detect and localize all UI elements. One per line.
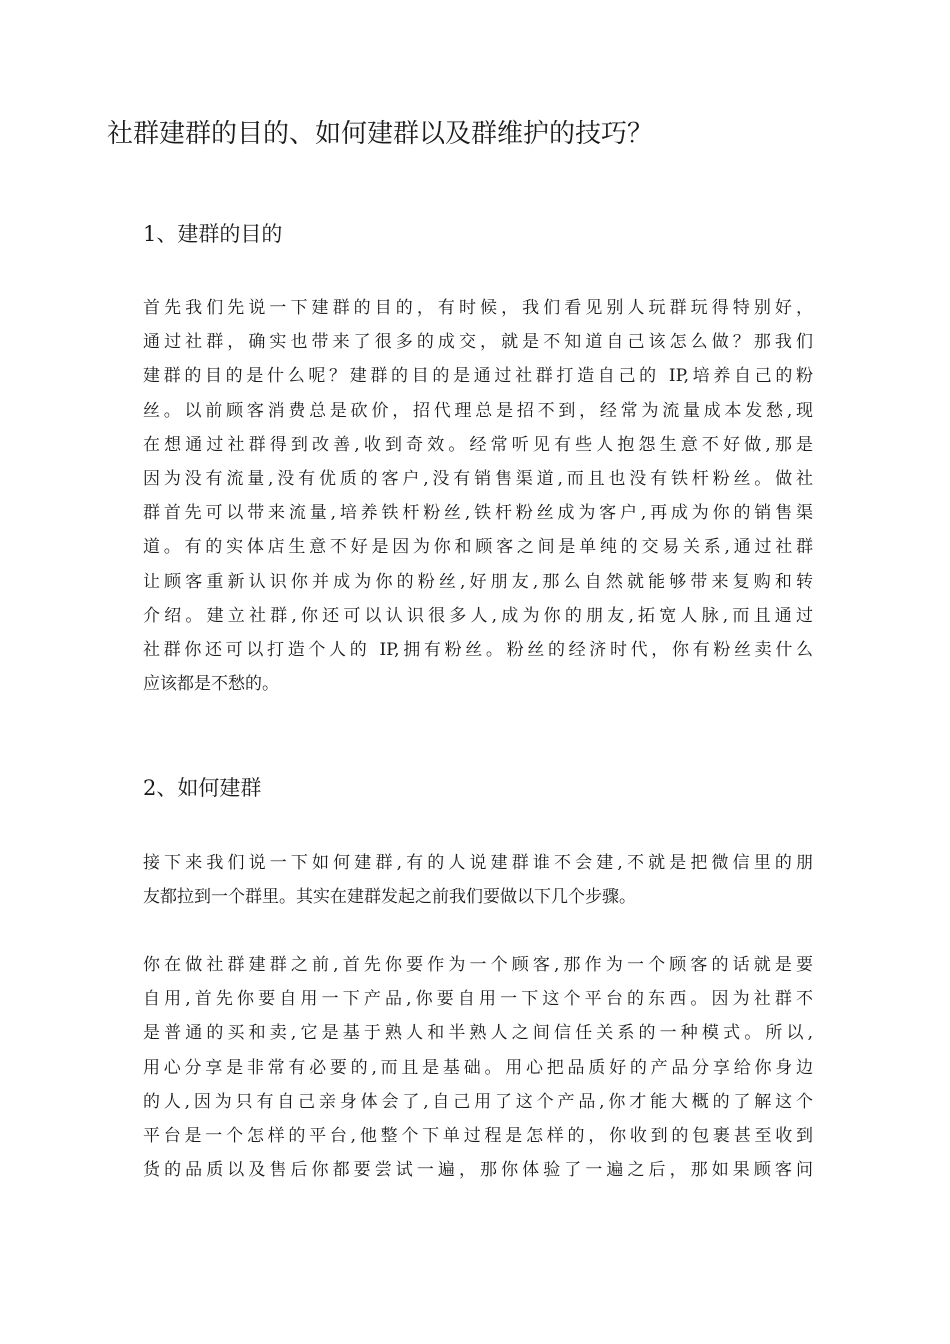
section-heading-how-to-build: 2、如何建群 xyxy=(143,776,262,800)
text-line: 建群的目的是什么呢？建群的目的是通过社群打造自己的 IP,培养自己的粉 xyxy=(143,366,813,387)
text-line: 自用,首先你要自用一下产品,你要自用一下这个平台的东西。因为社群不 xyxy=(143,989,813,1010)
document-title: 社群建群的目的、如何建群以及群维护的技巧？ xyxy=(107,119,654,149)
text-line: 接下来我们说一下如何建群,有的人说建群谁不会建,不就是把微信里的朋 xyxy=(143,853,813,873)
paragraph-purpose xyxy=(143,291,813,701)
text-line: 丝。以前顾客消费总是砍价，招代理总是招不到，经常为流量成本发愁,现 xyxy=(143,400,813,421)
text-line: 应该都是不愁的。 xyxy=(143,674,279,695)
text-line: 社群你还可以打造个人的 IP,拥有粉丝。粉丝的经济时代，你有粉丝卖什么 xyxy=(143,639,813,660)
text-line: 你在做社群建群之前,首先你要作为一个顾客,那作为一个顾客的话就是要 xyxy=(143,955,813,975)
paragraph-how-to-build-intro xyxy=(143,846,813,914)
text-line: 货的品质以及售后你都要尝试一遍，那你体验了一遍之后，那如果顾客问 xyxy=(143,1160,813,1181)
paragraph-how-to-build-detail xyxy=(143,948,813,1187)
text-line: 介绍。建立社群,你还可以认识很多人,成为你的朋友,拓宽人脉,而且通过 xyxy=(143,605,813,626)
text-line: 道。有的实体店生意不好是因为你和顾客之间是单纯的交易关系,通过社群 xyxy=(143,537,813,558)
text-line: 首先我们先说一下建群的目的，有时候，我们看见别人玩群玩得特别好， xyxy=(143,298,813,318)
text-line: 因为没有流量,没有优质的客户,没有销售渠道,而且也没有铁杆粉丝。做社 xyxy=(143,468,813,489)
text-line: 用心分享是非常有必要的,而且是基础。用心把品质好的产品分享给你身边 xyxy=(143,1057,813,1078)
text-line: 群首先可以带来流量,培养铁杆粉丝,铁杆粉丝成为客户,再成为你的销售渠 xyxy=(143,503,813,524)
text-line: 的人,因为只有自己亲身体会了,自己用了这个产品,你才能大概的了解这个 xyxy=(143,1091,813,1112)
text-line: 在想通过社群得到改善,收到奇效。经常听见有些人抱怨生意不好做,那是 xyxy=(143,434,813,455)
text-line: 友都拉到一个群里。其实在建群发起之前我们要做以下几个步骤。 xyxy=(143,887,636,908)
text-line: 是普通的买和卖,它是基于熟人和半熟人之间信任关系的一种模式。所以, xyxy=(143,1023,813,1044)
text-line: 平台是一个怎样的平台,他整个下单过程是怎样的，你收到的包裹甚至收到 xyxy=(143,1125,813,1146)
section-heading-purpose: 1、建群的目的 xyxy=(143,222,283,246)
text-line: 让顾客重新认识你并成为你的粉丝,好朋友,那么自然就能够带来复购和转 xyxy=(143,571,813,592)
text-line: 通过社群，确实也带来了很多的成交，就是不知道自己该怎么做？那我们 xyxy=(143,332,813,353)
